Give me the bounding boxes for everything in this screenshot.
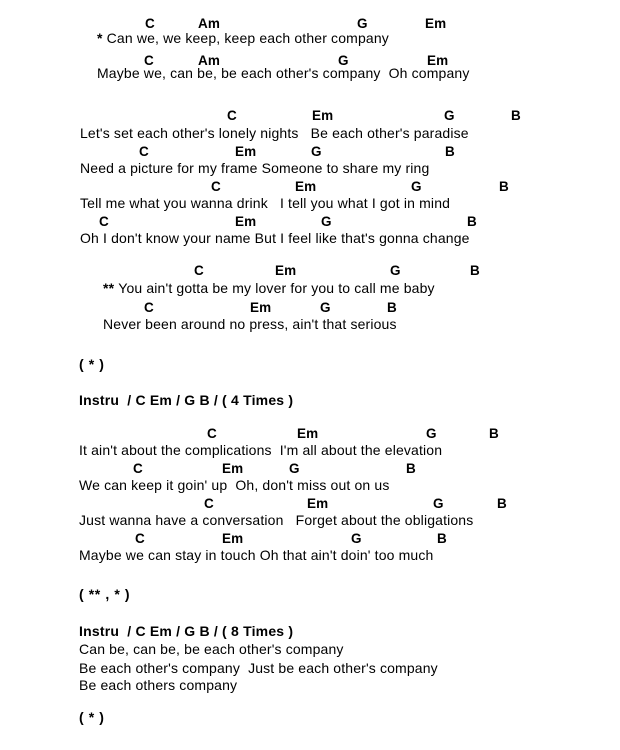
chord-label: C — [144, 300, 154, 315]
lyric-text: Can we, we keep, keep each other company — [106, 30, 389, 46]
lyric-line — [80, 230, 470, 247]
chord-label: C — [227, 108, 237, 123]
chord-line — [0, 178, 620, 195]
lyric-text: Let's set each other's lonely nights Be each other's paradise — [80, 125, 469, 141]
lyric-text: Never been around no press, ain't that serious — [103, 316, 397, 332]
lyric-line — [79, 477, 390, 494]
chord-label: Em — [312, 108, 334, 123]
section-marker — [79, 709, 105, 726]
lyric-text: Be each other's company Just be each other's company — [79, 660, 438, 676]
chord-label: C — [139, 144, 149, 159]
chord-label: Em — [275, 263, 297, 278]
chord-label: B — [387, 300, 397, 315]
lyric-prefix-marker: * — [97, 30, 107, 46]
chord-label: Em — [297, 426, 319, 441]
chord-label: Em — [295, 179, 317, 194]
lyric-line — [103, 316, 397, 333]
lyric-text: We can keep it goin' up Oh, don't miss out on us — [79, 477, 390, 493]
chord-label: Em — [250, 300, 272, 315]
chord-label: C — [144, 53, 154, 68]
chord-label: C — [133, 461, 143, 476]
chord-label: G — [390, 263, 401, 278]
chord-label: Em — [427, 53, 449, 68]
lyric-line — [103, 280, 435, 297]
lyric-line — [79, 512, 473, 529]
chord-label: G — [357, 16, 368, 31]
lyric-line — [80, 125, 469, 142]
chord-label: G — [338, 53, 349, 68]
chord-label: G — [289, 461, 300, 476]
chord-label: B — [489, 426, 499, 441]
chord-label: G — [351, 531, 362, 546]
lyric-text: Tell me what you wanna drink I tell you what I got in mind — [80, 195, 451, 211]
chord-label: B — [437, 531, 447, 546]
chord-label: Em — [425, 16, 447, 31]
chord-label: C — [207, 426, 217, 441]
lyric-text: Can be, can be, be each other's company — [79, 641, 344, 657]
chord-line — [0, 262, 620, 279]
lyric-line — [97, 30, 389, 47]
chord-line — [0, 425, 620, 442]
lyric-text: Need a picture for my frame Someone to share my ring — [80, 160, 430, 176]
lyric-text: You ain't gotta be my lover for you to call me baby — [118, 280, 435, 296]
chord-label: B — [470, 263, 480, 278]
chord-line — [0, 530, 620, 547]
instrumental-line — [79, 392, 293, 409]
chord-line — [0, 299, 620, 316]
section-marker — [79, 356, 105, 373]
chord-label: C — [204, 496, 214, 511]
lyric-text: Maybe we can stay in touch Oh that ain't doin' too much — [79, 547, 434, 563]
chord-label: C — [99, 214, 109, 229]
chord-label: G — [444, 108, 455, 123]
instrumental-line — [79, 623, 293, 640]
chord-line — [0, 143, 620, 160]
chord-label: B — [445, 144, 455, 159]
lyric-text: It ain't about the complications I'm all about the elevation — [79, 442, 443, 458]
lyric-line — [79, 677, 237, 694]
marker-text: ( * ) — [79, 709, 105, 725]
chord-label: Em — [235, 144, 257, 159]
marker-text: ( ** , * ) — [79, 586, 131, 602]
chord-label: Em — [235, 214, 257, 229]
chord-label: G — [320, 300, 331, 315]
lyric-line — [80, 160, 429, 177]
chord-label: C — [211, 179, 221, 194]
chord-label: B — [499, 179, 509, 194]
lyric-line — [79, 547, 433, 564]
chord-label: Em — [222, 531, 244, 546]
chord-label: B — [467, 214, 477, 229]
chord-label: Em — [307, 496, 329, 511]
chord-line — [0, 460, 620, 477]
chord-line — [0, 213, 620, 230]
chord-label: G — [411, 179, 422, 194]
lyric-line — [97, 65, 470, 82]
chord-label: B — [497, 496, 507, 511]
lyric-line — [79, 641, 344, 658]
chord-label: Am — [198, 53, 221, 68]
chord-label: G — [321, 214, 332, 229]
chord-label: G — [426, 426, 437, 441]
marker-text: ( * ) — [79, 356, 105, 372]
chord-label: B — [511, 108, 521, 123]
chord-line — [0, 495, 620, 512]
lyric-text: Just wanna have a conversation Forget about the obligations — [79, 512, 474, 528]
lyric-line — [79, 660, 438, 677]
chord-line — [0, 107, 620, 124]
chord-label: C — [135, 531, 145, 546]
chord-label: G — [433, 496, 444, 511]
chord-label: Em — [222, 461, 244, 476]
lyric-line — [79, 442, 442, 459]
section-marker — [79, 586, 130, 603]
lyric-prefix-marker: ** — [103, 280, 119, 296]
instru-text: Instru / C Em / G B / ( 8 Times ) — [79, 623, 294, 639]
instru-text: Instru / C Em / G B / ( 4 Times ) — [79, 392, 294, 408]
lyric-line — [80, 195, 450, 212]
chord-label: C — [145, 16, 155, 31]
chord-label: Am — [198, 16, 221, 31]
lyric-text: Oh I don't know your name But I feel like that's gonna change — [80, 230, 470, 246]
lyric-text: Be each others company — [79, 677, 238, 693]
chord-label: B — [406, 461, 416, 476]
chord-label: C — [194, 263, 204, 278]
chord-label: G — [311, 144, 322, 159]
lyric-text: Maybe we, can be, be each other's company Oh company — [97, 65, 470, 81]
